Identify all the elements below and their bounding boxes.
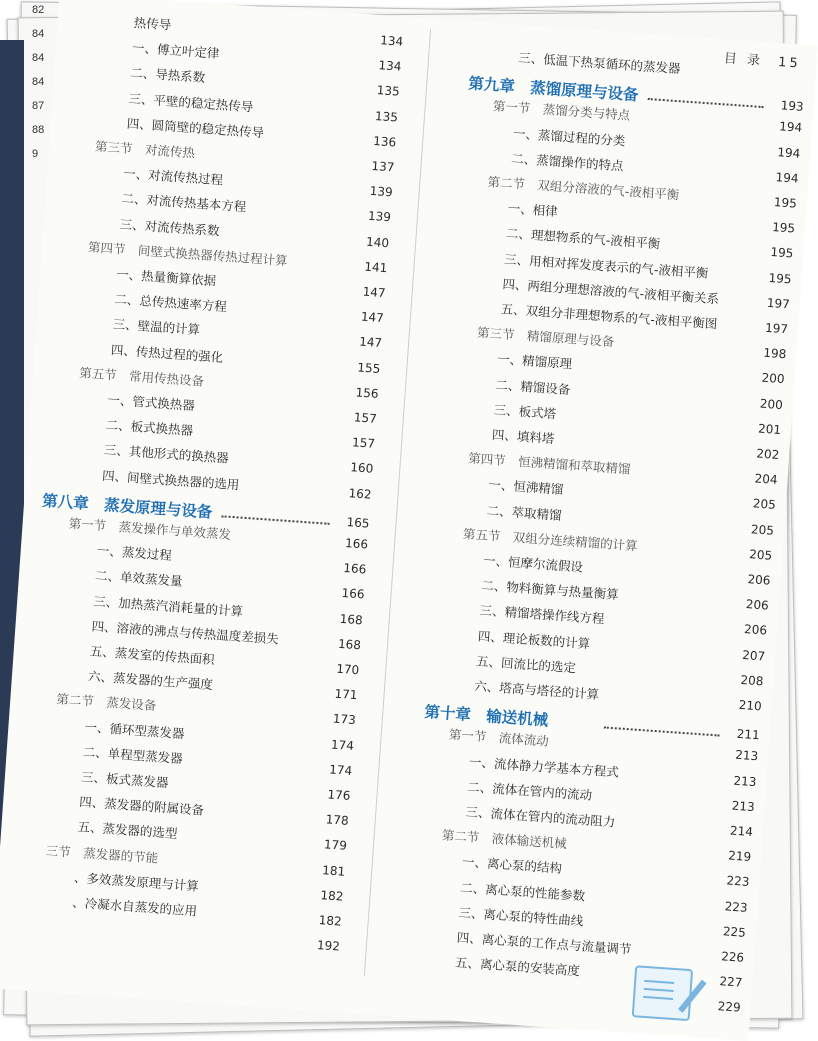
toc-entry-title: 四、理论板数的计算	[477, 628, 591, 651]
toc-entry-title: 二、板式换热器	[105, 417, 194, 439]
toc-entry-title: 五、回流比的选定	[475, 653, 577, 676]
toc-entry-page: 174	[330, 737, 355, 753]
toc-entry-title: 第二节 液体输送机械	[441, 827, 568, 852]
toc-entry-page: 166	[342, 561, 367, 577]
toc-entry-page: 208	[740, 672, 764, 689]
toc-entry-page: 229	[717, 999, 742, 1016]
toc-entry-page: 205	[752, 496, 777, 513]
toc-entry-title: 六、蒸发器的生产强度	[87, 668, 214, 693]
toc-entry-title: 第四节 恒沸精馏和萃取精馏	[467, 450, 631, 477]
toc-entry-page: 168	[337, 636, 362, 653]
toc-entry-page: 171	[334, 686, 358, 703]
toc-entry-title: 一、循环型蒸发器	[84, 718, 185, 741]
toc-entry-page: 195	[773, 195, 798, 211]
margin-page-number: 9	[32, 148, 39, 160]
toc-entry-page: 178	[325, 812, 350, 829]
toc-entry-title: 三、平壁的稳定热传导	[128, 90, 254, 115]
toc-entry-title: 四、传热过程的强化	[110, 341, 224, 365]
toc-entry-page: 157	[353, 410, 378, 426]
toc-entry-title: 三、板式塔	[493, 401, 557, 422]
toc-entry-title: 三、低温下热泵循环的蒸发器	[517, 49, 681, 77]
toc-entry-title: 三、加热蒸汽消耗量的计算	[92, 593, 244, 619]
toc-entry-title: 第五节 常用传热设备	[78, 364, 205, 389]
toc-entry-title: 第八章 蒸发原理与设备	[41, 491, 213, 522]
toc-entry-page: 198	[762, 345, 787, 362]
header-title: 目 录	[723, 51, 764, 69]
toc-entry-title: 四、圆筒壁的稳定热传导	[126, 115, 265, 141]
toc-entry-title: 四、溶液的沸点与传热温度差损失	[91, 618, 280, 647]
toc-entry-title: 第一节 蒸发操作与单效蒸发	[68, 515, 232, 542]
toc-entry-page: 206	[745, 597, 770, 613]
toc-entry-page: 211	[736, 726, 761, 743]
toc-entry-page: 147	[362, 284, 387, 301]
toc-entry-page: 181	[321, 862, 346, 879]
toc-entry-page: 147	[358, 334, 383, 351]
toc-entry-page: 225	[722, 924, 747, 940]
toc-entry-title: 六、塔高与塔径的计算	[473, 678, 600, 703]
toc-entry-page: 204	[754, 471, 778, 488]
margin-page-number: 84	[32, 52, 45, 64]
toc-entry-page: 210	[738, 697, 763, 714]
toc-entry-page: 223	[724, 898, 749, 915]
toc-entry-page: 193	[780, 98, 805, 115]
toc-entry-page: 195	[771, 220, 796, 236]
header-page-number: 15	[777, 55, 802, 72]
toc-entry-title: 三、壁温的计算	[112, 316, 201, 338]
toc-entry-title: 、冷凝水自蒸发的应用	[71, 894, 198, 919]
toc-entry-title: 热传导	[133, 14, 172, 33]
toc-entry-title: 四、间壁式换热器的选用	[101, 467, 240, 493]
toc-entry-title: 四、离心泵的工作点与流量调节	[456, 929, 632, 957]
toc-entry-page: 141	[363, 259, 388, 276]
toc-entry-title: 三、精馏塔操作线方程	[479, 602, 605, 627]
toc-entry-page: 139	[369, 184, 394, 200]
toc-entry-page: 200	[761, 371, 785, 387]
toc-entry-page: 223	[726, 873, 750, 890]
toc-entry-page: 219	[727, 848, 752, 865]
toc-entry-title: 四、填料塔	[491, 426, 555, 447]
toc-entry-title: 第三节 对流传热	[94, 138, 196, 161]
toc-entry-title: 五、蒸发器的选型	[77, 819, 178, 842]
toc-entry-title: 二、理想物系的气-液相平衡	[505, 225, 661, 252]
toc-entry-title: 一、离心泵的结构	[461, 854, 563, 877]
toc-entry-page: 206	[747, 572, 771, 588]
toc-entry-title: 二、精馏设备	[494, 376, 571, 397]
chapter-dot-leader	[222, 515, 330, 525]
toc-entry-title: 四、蒸发器的附属设备	[78, 794, 205, 818]
toc-entry-page: 192	[316, 938, 341, 954]
toc-entry-title: 第十章 输送机械	[423, 703, 549, 730]
toc-entry-page: 134	[379, 33, 404, 49]
toc-entry-page: 213	[731, 798, 756, 814]
toc-entry-page: 157	[351, 435, 376, 451]
toc-entry-title: 二、导热系数	[129, 65, 206, 86]
toc-entry-page: 165	[346, 514, 370, 531]
toc-entry-page: 214	[729, 823, 754, 840]
toc-entry-title: 三、对流传热系数	[119, 216, 221, 239]
toc-entry-title: 二、蒸馏操作的特点	[510, 150, 625, 174]
toc-entry-page: 160	[349, 460, 374, 477]
toc-entry-title: 二、离心泵的性能参数	[459, 879, 586, 904]
toc-entry-title: 二、流体在管内的流动	[466, 778, 593, 803]
toc-entry-page: 200	[759, 396, 784, 412]
toc-entry-page: 179	[323, 837, 348, 854]
toc-entry-title: 一、相律	[507, 200, 559, 220]
margin-page-number: 82	[32, 4, 45, 16]
toc-entry-title: 第一节 流体流动	[448, 727, 550, 750]
toc-entry-title: 二、萃取精馏	[486, 502, 563, 523]
toc-entry-title: 第二节 蒸发设备	[55, 691, 157, 714]
toc-entry-title: 一、恒沸精馏	[487, 477, 564, 498]
toc-entry-page: 205	[748, 546, 773, 563]
toc-entry-page: 135	[374, 108, 399, 125]
toc-entry-title: 二、单程型蒸发器	[82, 743, 184, 766]
toc-entry-title: 第九章 蒸馏原理与设备	[467, 74, 640, 105]
toc-entry-title: 一、流体静力学基本方程式	[468, 753, 620, 780]
toc-entry-title: 一、热量衡算依据	[115, 266, 217, 289]
toc-entry-title: 五、离心泵的安装高度	[454, 954, 581, 979]
toc-entry-page: 174	[328, 762, 353, 778]
toc-entry-title: 五、蒸发室的传热面积	[89, 643, 216, 668]
toc-entry-page: 156	[355, 385, 380, 401]
toc-entry-title: 第二节 双组分溶液的气-液相平衡	[487, 174, 680, 203]
toc-entry-page: 135	[376, 83, 401, 100]
toc-entry-title: 二、单效蒸发量	[94, 568, 183, 590]
toc-entry-title: 二、物料衡算与热量衡算	[480, 577, 620, 603]
toc-entry-page: 194	[778, 119, 803, 136]
toc-entry-title: 五、双组分非理想物系的气-液相平衡图	[500, 301, 718, 332]
toc-entry-page: 137	[371, 158, 395, 175]
toc-entry-title: 一、精馏原理	[496, 351, 573, 372]
toc-entry-page: 170	[335, 661, 360, 678]
toc-entry-page: 195	[768, 270, 793, 287]
toc-entry-page: 136	[372, 133, 397, 150]
toc-entry-page: 139	[367, 209, 392, 225]
toc-entry-title: 第一节 蒸馏分类与特点	[492, 98, 631, 124]
toc-entry-page: 182	[320, 887, 344, 904]
toc-entry-page: 226	[720, 949, 745, 965]
toc-entry-page: 213	[734, 748, 759, 764]
toc-entry-title: 三、离心泵的特性曲线	[458, 904, 584, 929]
toc-entry-title: 三、板式蒸发器	[80, 769, 169, 791]
toc-entry-page: 195	[769, 245, 794, 261]
toc-entry-page: 173	[332, 711, 357, 728]
toc-entry-title: 第五节 双组分连续精馏的计算	[462, 525, 639, 554]
toc-entry-page: 197	[764, 320, 789, 337]
toc-entry-page: 155	[356, 359, 381, 376]
toc-entry-page: 201	[757, 421, 782, 437]
toc-entry-title: 、多效蒸发原理与计算	[73, 869, 200, 894]
toc-entry-page: 168	[339, 611, 364, 627]
toc-entry-page: 134	[378, 58, 402, 74]
toc-entry-title: 一、对流传热过程	[122, 165, 224, 188]
toc-entry-page: 182	[318, 913, 343, 929]
toc-entry-title: 第三节 精馏原理与设备	[476, 324, 615, 350]
margin-page-number: 84	[32, 28, 45, 40]
toc-entry-title: 一、蒸馏过程的分类	[512, 125, 626, 149]
toc-entry-page: 194	[775, 169, 800, 186]
toc-entry-title: 二、总传热速率方程	[113, 291, 228, 315]
toc-entry-page: 194	[776, 144, 801, 161]
toc-entry-title: 三、用相对挥发度表示的气-液相平衡	[503, 250, 709, 281]
toc-entry-page: 227	[718, 974, 743, 990]
toc-entry-page: 140	[365, 234, 390, 250]
toc-entry-title: 三、其他形式的换热器	[103, 442, 230, 466]
toc-entry-title: 一、蒸发过程	[96, 542, 173, 564]
toc-entry-title: 一、恒摩尔流假设	[482, 552, 584, 575]
toc-entry-page: 206	[743, 622, 768, 638]
toc-entry-page: 207	[741, 647, 766, 664]
toc-entry-title: 第四节 间壁式换热器传热过程计算	[87, 239, 289, 269]
margin-page-number: 84	[32, 76, 45, 88]
toc-entry-title: 一、傅立叶定律	[131, 40, 220, 62]
toc-entry-page: 202	[755, 446, 780, 463]
toc-entry-title: 一、管式换热器	[106, 392, 196, 414]
notepad-pencil-icon	[632, 965, 693, 1021]
toc-entry-title: 四、两组分理想溶液的气-液相平衡关系	[501, 276, 720, 307]
margin-page-number: 88	[32, 124, 45, 136]
toc-entry-page: 162	[348, 485, 372, 502]
toc-entry-page: 147	[360, 309, 385, 326]
toc-entry-title: 二、对流传热基本方程	[121, 190, 247, 215]
toc-entry-page: 166	[344, 535, 369, 552]
toc-entry-page: 197	[766, 295, 791, 312]
toc-entry-page: 166	[341, 586, 365, 602]
margin-page-number: 87	[32, 100, 45, 112]
toc-entry-page: 205	[750, 521, 775, 538]
toc-entry-page: 176	[327, 787, 351, 803]
toc-entry-title: 三、流体在管内的流动阻力	[465, 804, 616, 830]
toc-entry-title: 三节 蒸发器的节能	[45, 842, 159, 866]
toc-entry-page: 213	[733, 773, 757, 789]
